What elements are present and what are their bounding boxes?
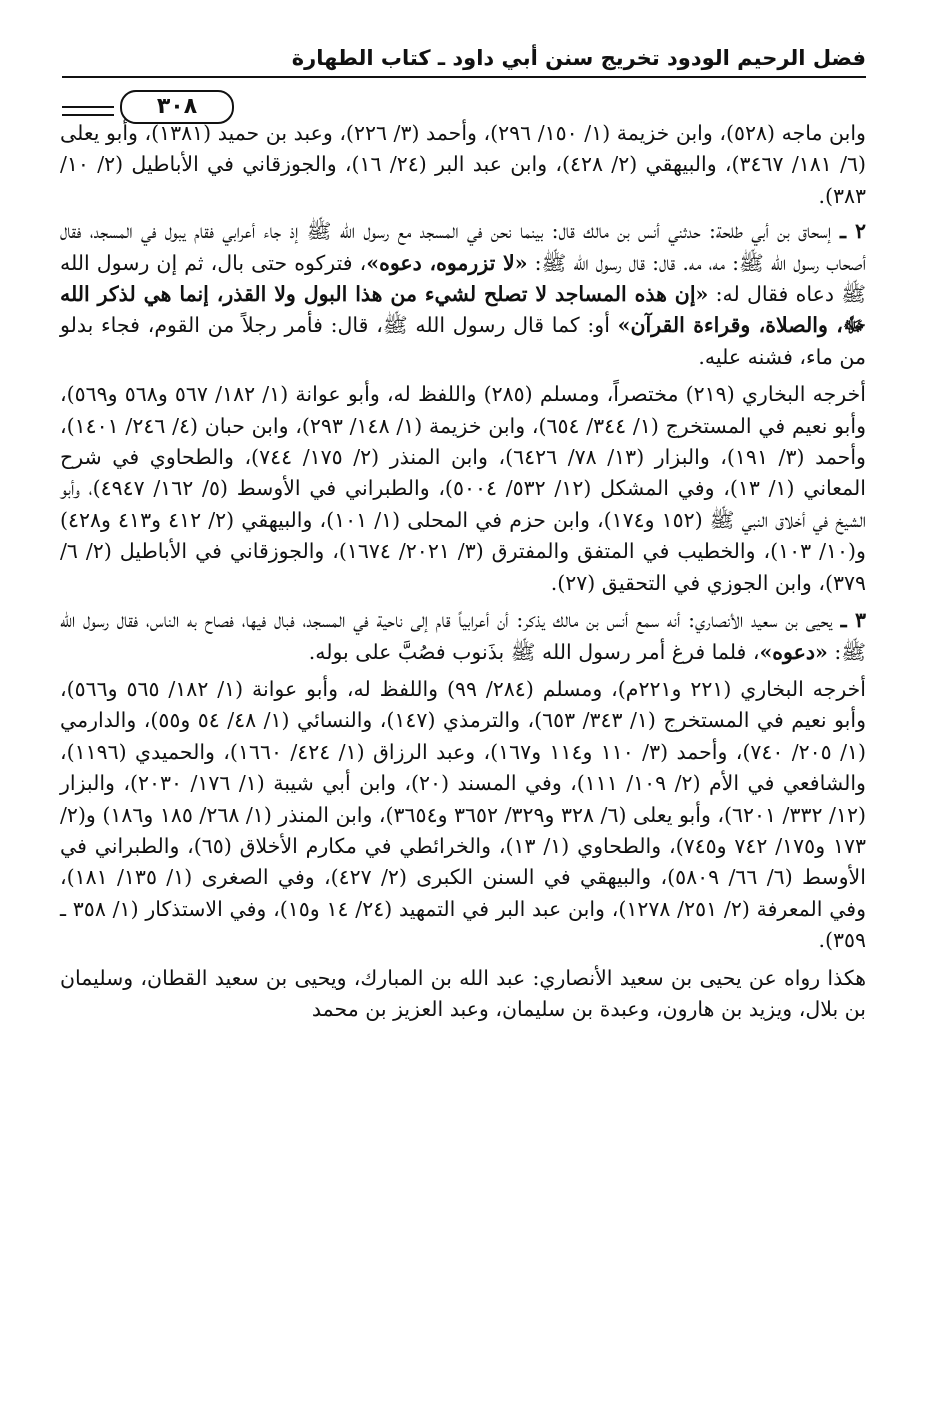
page-header [62, 40, 866, 119]
quoted-text: «إن هذه المساجد لا تصلح لشيء من هذا البول ولا القذر، إنما هي لذكر الله ﷻ، والصلاة، وقراءة القرآن» [60, 282, 866, 338]
hadith-number: ٢ ـ [831, 219, 866, 244]
hadith-number: ٣ ـ [832, 608, 867, 633]
paragraph-2 [60, 216, 866, 373]
quoted-text: «لا تزرموه، دعوه» [366, 250, 528, 275]
text-run: أو: كما قال رسول الله ﷺ، قال: فأمر رجلاً من القوم، فجاء بدلو من ماء، فشنه عليه. [60, 313, 866, 369]
header-rule [62, 76, 866, 78]
page-number: ٣٠٨ [120, 90, 234, 124]
text-run: إسحاق بن أبي طلحة: حدثني أنس بن مالك قال: بينما نحن في المسجد مع رسول الله ﷺ إذ جاء أعرابي فقام يبول في المسجد، فقال أصحاب رسول الله ﷺ: مه، مه. قال: قال رسول الله ﷺ: [60, 219, 866, 275]
paragraph-1 [60, 118, 866, 212]
paragraph-5 [60, 674, 866, 957]
paragraph-4 [60, 605, 866, 668]
paragraph-3 [60, 379, 866, 599]
text-run: أخرجه البخاري (٢٢١ و٢٢١م)، ومسلم (٢٨٤/ ٩٩) واللفظ له، وأبو عوانة (١/ ١٨٢/ ٥٦٥ و٥٦٦)، وأبو نعيم في المستخرج (١/ ٣٤٣/ ٦٥٣)، والترمذي (١٤٧)، والنسائي (١/ ٤٨/ ٥٤ و٥٥)، والدارمي (١/ ٢٠٥/ ٧٤٠)، وأحمد (٣/ ١١٠ و١١٤ و١٦٧)، وعبد الرزاق (١/ ٤٢٤/ ١٦٦٠)، والحميدي (١١٩٦)، والشافعي في الأم (٢/ ١٠٩/ ١١١)، وفي المسند (٢٠)، وابن أبي شيبة (١/ ١٧٦/ ٢٠٣٠)، والبزار (١٢/ ٣٣٢/ ٦٢٠١)، وأبو يعلى (٦/ ٣٢٨ و٣٢٩/ ٣٦٥٢ و٣٦٥٤)، وابن المنذر (١/ ٢٦٨/ ١٨٥ و١٨٦) و(٢/ ١٧٣ و١٧٥/ ٧٤٢ و٧٤٥)، والطحاوي (١/ ١٣)، والخرائطي في مكارم الأخلاق (٦٥)، والطبراني في الأوسط (٦/ ٦٦/ ٥٨٠٩)، والبيهقي في السنن الكبرى (٢/ ٤٢٧)، وفي الصغرى (١/ ١٣٥/ ١٨١)، وفي المعرفة (٢/ ٢٥١/ ١٢٧٨)، وابن عبد البر في التمهيد (٢٤/ ١٤ و١٥)، وفي الاستذكار (١/ ٣٥٨ ـ ٣٥٩). [60, 676, 867, 953]
paragraph-6 [60, 963, 866, 1026]
quoted-text: «دعوه» [759, 639, 828, 664]
text-run: أخرجه البخاري (٢١٩) مختصراً، ومسلم (٢٨٥) واللفظ له، وأبو عوانة (١/ ١٨٢/ ٥٦٧ و٥٦٨ و٥٦٩)، وأبو نعيم في المستخرج (١/ ٣٤٤/ ٦٥٤)، وابن خزيمة (١/ ١٤٨/ ٢٩٣)، وابن حبان (٤/ ٢٤٦/ ١٤٠١)، وأحمد (٣/ ١٩١)، والبزار (١٣/ ٧٨/ ٦٤٢٦)، وابن المنذر (٢/ ١٧٥/ ٧٤٤)، والطحاوي في شرح المعاني (١/ ١٣)، وفي المشكل (١٢/ ٥٣٢/ ٥٠٠٤)، والطبراني في الأوسط (٥/ ١٦٢/ ٤٩٤٧)، وأبو الشيخ في أخلاق النبي ﷺ (١٥٢ و١٧٤)، وابن حزم في المحلى (١/ ١٠١)، والبيهقي (٢/ ٤١٢ و٤١٣ و٤٢٨) و(١٠/ ١٠٣)، والخطيب في المتفق والمفترق (٣/ ٢٠٢١/ ١٦٧٤)، والجوزقاني في الأباطيل (٢/ ٦/ ٣٧٩)، وابن الجوزي في التحقيق (٢٧). [60, 382, 866, 595]
text-run: ، فلما فرغ أمر رسول الله ﷺ بذَنوب فصُبَّ على بوله. [308, 639, 760, 664]
running-title: فضل الرحيم الودود تخريج سنن أبي داود ـ كتاب الطهارة [291, 46, 866, 70]
text-run: وابن ماجه (٥٢٨)، وابن خزيمة (١/ ١٥٠/ ٢٩٦)، وأحمد (٣/ ٢٢٦)، وعبد بن حميد (١٣٨١)، وأبو يعلى (٦/ ١٨١/ ٣٤٦٧)، والبيهقي (٢/ ٤٢٨)، وابن عبد البر (٢٤/ ١٦)، والجوزقاني في الأباطيل (٢/ ١٠/ ٣٨٣). [60, 121, 866, 208]
text-run: يحيى بن سعيد الأنصاري: أنه سمع أنس بن مالك يذكر: أن أعرابياً قام إلى ناحية في المسجد، فبال فيها، فصاح به الناس، فقال رسول الله ﷺ: [60, 608, 866, 664]
text-run: هكذا رواه عن يحيى بن سعيد الأنصاري: عبد الله بن المبارك، ويحيى بن سعيد القطان، وسليمان بن بلال، ويزيد بن هارون، وعبدة بن سليمان، وعبد العزيز بن محمد [60, 965, 866, 1021]
page-number-rule [62, 106, 114, 116]
page-body [60, 118, 866, 1031]
text-run: ، فتركوه حتى بال، ثم إن رسول الله ﷺ دعاه فقال له: [60, 250, 866, 307]
